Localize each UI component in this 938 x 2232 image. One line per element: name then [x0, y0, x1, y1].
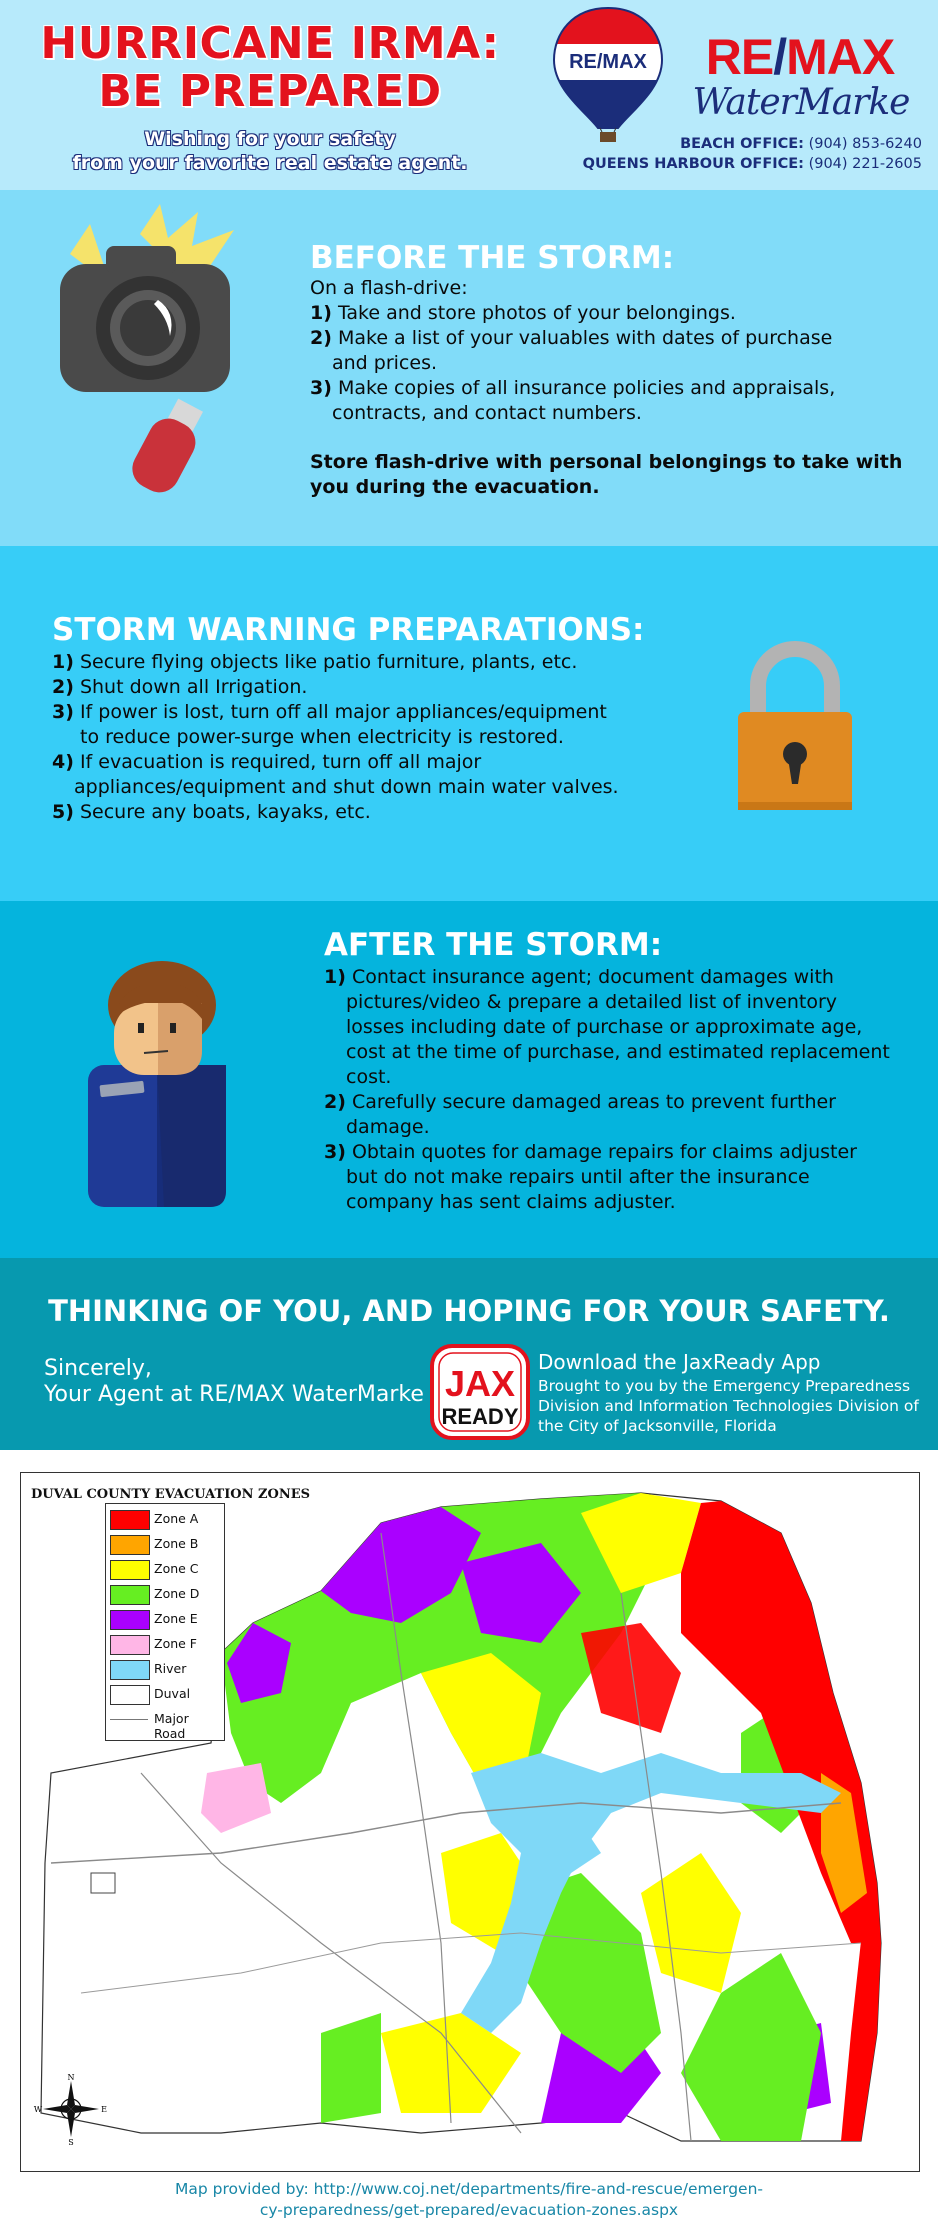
app-description: Brought to you by the Emergency Preparedness Division and Information Technologies Division of the City of Jacksonville, Florida	[538, 1377, 919, 1435]
queens-office-label: QUEENS HARBOUR OFFICE:	[582, 156, 804, 172]
before-item-1: 1) Take and store photos of your belongings.	[310, 302, 736, 324]
compass-n: N	[67, 2073, 75, 2082]
after-heading: AFTER THE STORM:	[324, 927, 663, 963]
legend-major-road: Major Road	[110, 1708, 222, 1728]
before-note: Store flash-drive with personal belongings to take with you during the evacuation.	[310, 451, 903, 498]
compass-w: W	[33, 2105, 43, 2114]
padlock-icon	[730, 638, 860, 818]
balloon-text: RE/MAX	[569, 51, 647, 73]
closing-title: THINKING OF YOU, AND HOPING FOR YOUR SAFETY.	[48, 1294, 890, 1328]
warning-item-4-cont: appliances/equipment and shut down main water valves.	[74, 776, 619, 798]
app-download-title[interactable]: Download the JaxReady App	[538, 1350, 821, 1374]
remax-balloon-logo	[550, 4, 666, 146]
sincerely-text: Sincerely,	[44, 1356, 152, 1381]
after-item-3-cont-2: company has sent claims adjuster.	[346, 1191, 676, 1213]
warning-heading: STORM WARNING PREPARATIONS:	[52, 612, 645, 648]
brand-re: RE	[705, 29, 774, 85]
legend-zone-f: Zone F	[110, 1633, 222, 1653]
warning-list	[52, 650, 692, 825]
beach-office-label: BEACH OFFICE:	[680, 136, 804, 152]
storm-warning-section	[0, 546, 938, 901]
after-item-1-cont-3: cost at the time of purchase, and estimated replacement	[346, 1041, 890, 1063]
brand-remax	[680, 28, 920, 86]
warning-item-1: 1) Secure flying objects like patio furniture, plants, etc.	[52, 651, 578, 673]
warning-item-4: 4) If evacuation is required, turn off all major	[52, 751, 482, 773]
main-title-line1: HURRICANE IRMA:	[40, 18, 500, 69]
legend-zone-a: Zone A	[110, 1508, 222, 1528]
queens-office-phone[interactable]: (904) 221-2605	[808, 156, 922, 172]
legend-zone-e: Zone E	[110, 1608, 222, 1628]
warning-item-3: 3) If power is lost, turn off all major appliances/equipment	[52, 701, 607, 723]
camera-flashdrive-icon	[50, 204, 270, 504]
before-intro: On a flash-drive:	[310, 277, 468, 299]
map-title: DUVAL COUNTY EVACUATION ZONES	[31, 1487, 311, 1502]
before-item-3-cont: contracts, and contact numbers.	[332, 402, 642, 424]
after-storm-section	[0, 901, 938, 1258]
agent-person-icon	[84, 957, 234, 1217]
compass-rose-icon	[35, 2073, 107, 2145]
warning-item-5: 5) Secure any boats, kayaks, etc.	[52, 801, 371, 823]
after-item-2: 2) Carefully secure damaged areas to prevent further	[324, 1091, 836, 1113]
before-item-2-cont: and prices.	[332, 352, 438, 374]
before-item-3: 3) Make copies of all insurance policies and appraisals,	[310, 377, 836, 399]
header-banner	[0, 0, 938, 190]
evacuation-zones-map	[20, 1472, 920, 2172]
after-item-1-cont-4: cost.	[346, 1066, 392, 1088]
after-item-1: 1) Contact insurance agent; document damages with	[324, 966, 834, 988]
map-credit-line1[interactable]: Map provided by: http://www.coj.net/departments/fire-and-rescue/emergen-	[174, 2180, 764, 2198]
main-title-line2: BE PREPARED	[98, 66, 442, 117]
signature-text: Your Agent at RE/MAX WaterMarke	[44, 1382, 424, 1407]
legend-duval: Duval	[110, 1683, 222, 1703]
compass-e: E	[101, 2105, 107, 2114]
legend-zone-d: Zone D	[110, 1583, 222, 1603]
beach-office-phone[interactable]: (904) 853-6240	[808, 136, 922, 152]
beach-office	[680, 136, 922, 152]
after-item-1-cont-2: losses including date of purchase or approximate age,	[346, 1016, 863, 1038]
after-item-3: 3) Obtain quotes for damage repairs for claims adjuster	[324, 1141, 857, 1163]
map-credit-line2[interactable]: cy-preparedness/get-prepared/evacuation-zones.aspx	[259, 2201, 679, 2219]
before-list	[310, 276, 910, 426]
legend-river: River	[110, 1658, 222, 1678]
after-item-3-cont-1: but do not make repairs until after the insurance	[346, 1166, 810, 1188]
brand-slash: /	[773, 29, 787, 85]
map-legend	[105, 1503, 225, 1741]
legend-zone-b: Zone B	[110, 1533, 222, 1553]
jax-logo-top: JAX	[444, 1363, 516, 1404]
jax-logo-bottom: READY	[441, 1404, 519, 1429]
warning-item-2: 2) Shut down all Irrigation.	[52, 676, 308, 698]
brand-max: MAX	[786, 29, 895, 85]
brand-watermarke: WaterMarke	[692, 82, 910, 123]
compass-s: S	[68, 2138, 74, 2147]
warning-item-3-cont: to reduce power-surge when electricity is restored.	[80, 726, 564, 748]
before-item-2: 2) Make a list of your valuables with dates of purchase	[310, 327, 833, 349]
after-item-1-cont-1: pictures/video & prepare a detailed list of inventory	[346, 991, 838, 1013]
jaxready-app-logo[interactable]	[430, 1344, 530, 1440]
before-heading: BEFORE THE STORM:	[310, 240, 675, 276]
after-list	[324, 965, 924, 1215]
after-item-2-cont: damage.	[346, 1116, 430, 1138]
queens-harbour-office	[583, 156, 922, 172]
closing-section	[0, 1258, 938, 1450]
legend-zone-c: Zone C	[110, 1558, 222, 1578]
tagline-line2: from your favorite real estate agent.	[72, 152, 468, 174]
tagline-line1: Wishing for your safety	[144, 128, 396, 150]
before-storm-section	[0, 190, 938, 546]
